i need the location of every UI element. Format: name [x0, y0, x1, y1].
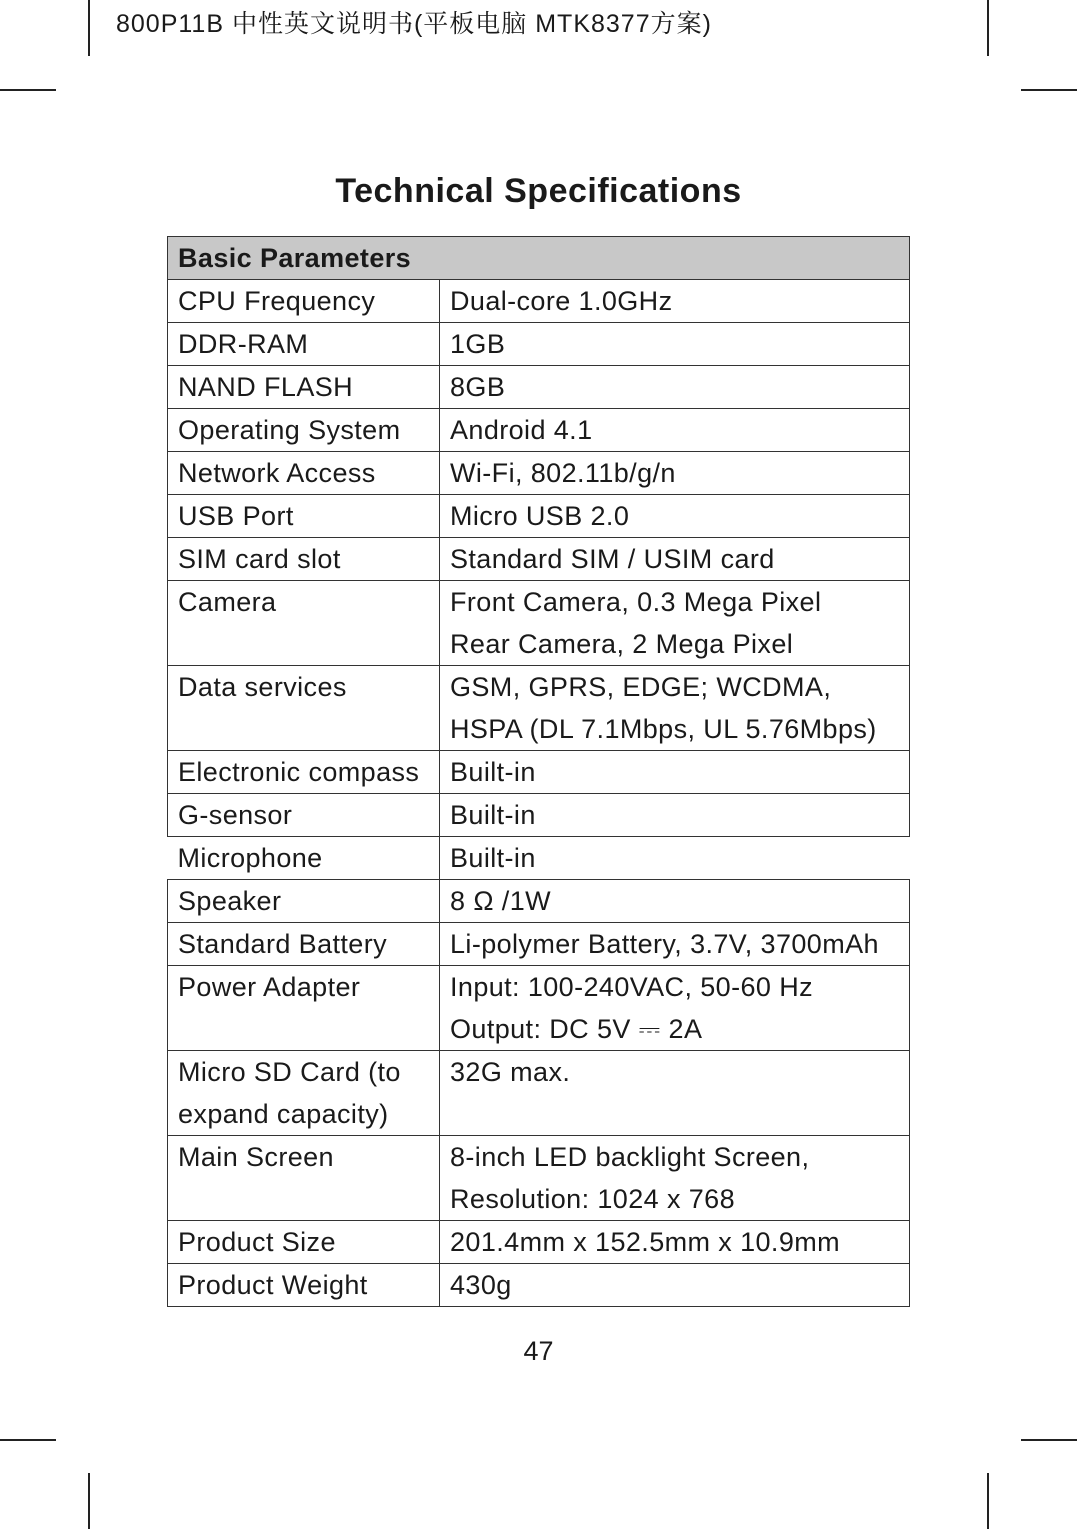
spec-name-line: Network Access — [178, 458, 376, 488]
spec-value-line: Dual-core 1.0GHz — [450, 286, 673, 316]
spec-name-line: Main Screen — [178, 1142, 334, 1172]
table-row — [168, 794, 910, 837]
spec-name-line: Microphone — [177, 843, 323, 873]
spec-value-line: Built-in — [450, 843, 536, 873]
table-row — [168, 323, 910, 366]
spec-value-line: 32G max. — [450, 1057, 571, 1087]
spec-name-line: Product Weight — [178, 1270, 368, 1300]
spec-table — [167, 236, 910, 1307]
table-row — [168, 1051, 910, 1136]
spec-name-line: USB Port — [178, 501, 294, 531]
crop-mark — [987, 0, 989, 56]
spec-value-line: Wi-Fi, 802.11b/g/n — [450, 458, 676, 488]
crop-mark — [88, 1473, 90, 1529]
spec-name-line: Electronic compass — [178, 757, 420, 787]
spec-name-line: Product Size — [178, 1227, 336, 1257]
table-row — [168, 966, 910, 1051]
crop-mark — [0, 89, 56, 91]
crop-mark — [0, 1439, 56, 1441]
table-row — [168, 581, 910, 666]
spec-value — [440, 880, 910, 923]
table-row — [168, 666, 910, 751]
spec-value-line: 8 Ω /1W — [450, 886, 552, 916]
spec-value-line: Rear Camera, 2 Mega Pixel — [450, 629, 794, 659]
table-row — [168, 366, 910, 409]
spec-name — [168, 666, 440, 751]
spec-name-line: Micro SD Card (to — [178, 1057, 401, 1087]
spec-value — [440, 966, 910, 1051]
spec-name — [168, 751, 440, 794]
spec-name-line: Standard Battery — [178, 929, 388, 959]
spec-value-line: Standard SIM / USIM card — [450, 544, 775, 574]
spec-name — [168, 880, 440, 923]
spec-name-line: G-sensor — [178, 800, 293, 830]
spec-value — [440, 794, 910, 837]
spec-name — [168, 452, 440, 495]
table-row — [168, 751, 910, 794]
spec-name-line: NAND FLASH — [178, 372, 354, 402]
spec-name-line: Data services — [178, 672, 347, 702]
crop-mark — [987, 1473, 989, 1529]
spec-name — [168, 366, 440, 409]
spec-value-line: Micro USB 2.0 — [450, 501, 630, 531]
spec-value-line: HSPA (DL 7.1Mbps, UL 5.76Mbps) — [450, 714, 877, 744]
spec-value-line: 8-inch LED backlight Screen, — [450, 1142, 810, 1172]
crop-mark — [88, 0, 90, 56]
spec-name — [168, 1136, 440, 1221]
spec-name — [168, 323, 440, 366]
table-row — [168, 923, 910, 966]
table-row — [168, 1264, 910, 1307]
spec-name — [168, 581, 440, 666]
spec-value — [440, 409, 910, 452]
crop-mark — [1021, 89, 1077, 91]
table-row — [168, 538, 910, 581]
spec-name-line: expand capacity) — [178, 1099, 389, 1129]
spec-name — [168, 409, 440, 452]
table-row — [168, 1221, 910, 1264]
spec-name — [168, 495, 440, 538]
spec-value-line: Android 4.1 — [450, 415, 593, 445]
spec-name — [168, 538, 440, 581]
spec-value — [440, 1136, 910, 1221]
spec-value — [440, 323, 910, 366]
spec-value-line: Built-in — [450, 757, 536, 787]
spec-value — [440, 666, 910, 751]
table-row — [168, 452, 910, 495]
table-row — [168, 409, 910, 452]
spec-value — [440, 923, 910, 966]
spec-name-line: Speaker — [178, 886, 282, 916]
spec-name — [168, 966, 440, 1051]
spec-value-line: 201.4mm x 152.5mm x 10.9mm — [450, 1227, 841, 1257]
spec-name-line: Camera — [178, 587, 277, 617]
table-row — [168, 495, 910, 538]
spec-value — [440, 538, 910, 581]
document-header: 800P11B 中性英文说明书(平板电脑 MTK8377方案) — [116, 10, 712, 38]
spec-value — [440, 837, 910, 880]
spec-value — [440, 1221, 910, 1264]
spec-name — [168, 1264, 440, 1307]
spec-value-line: 430g — [450, 1270, 512, 1300]
spec-name — [168, 837, 440, 880]
spec-value — [440, 751, 910, 794]
table-row — [168, 280, 910, 323]
page-title: Technical Specifications — [335, 172, 742, 210]
spec-name — [168, 794, 440, 837]
spec-value-line: 1GB — [450, 329, 506, 359]
spec-value-line: 8GB — [450, 372, 506, 402]
spec-name — [168, 1051, 440, 1136]
spec-name — [168, 280, 440, 323]
spec-name-line: Power Adapter — [178, 972, 361, 1002]
spec-value-line: Output: DC 5V ⎓ 2A — [450, 1014, 703, 1044]
spec-value — [440, 495, 910, 538]
spec-value-line: GSM, GPRS, EDGE; WCDMA, — [450, 672, 832, 702]
table-row — [168, 837, 910, 880]
spec-name-line: Operating System — [178, 415, 401, 445]
spec-name — [168, 1221, 440, 1264]
spec-name-line: DDR-RAM — [178, 329, 309, 359]
spec-value-line: Li-polymer Battery, 3.7V, 3700mAh — [450, 929, 879, 959]
spec-name-line: SIM card slot — [178, 544, 341, 574]
crop-mark — [1021, 1439, 1077, 1441]
spec-value — [440, 1051, 910, 1136]
spec-value-line: Built-in — [450, 800, 536, 830]
spec-name — [168, 923, 440, 966]
table-header: Basic Parameters — [168, 237, 910, 280]
spec-value — [440, 280, 910, 323]
spec-value — [440, 581, 910, 666]
page-number: 47 — [523, 1336, 554, 1366]
table-row — [168, 880, 910, 923]
spec-name-line: CPU Frequency — [178, 286, 376, 316]
spec-value — [440, 366, 910, 409]
spec-value — [440, 1264, 910, 1307]
spec-value-line: Input: 100-240VAC, 50-60 Hz — [450, 972, 814, 1002]
spec-value-line: Front Camera, 0.3 Mega Pixel — [450, 587, 822, 617]
spec-value-line: Resolution: 1024 x 768 — [450, 1184, 735, 1214]
table-row — [168, 1136, 910, 1221]
spec-value — [440, 452, 910, 495]
